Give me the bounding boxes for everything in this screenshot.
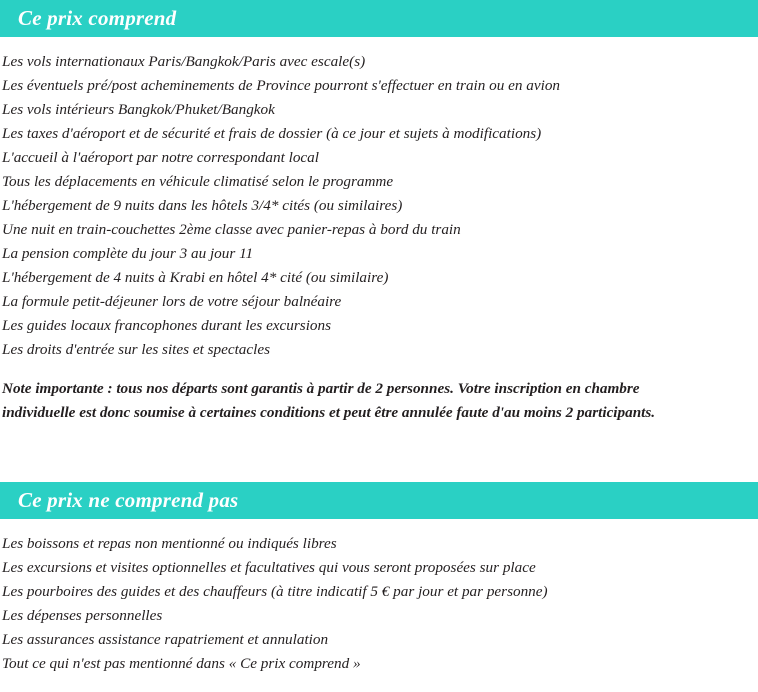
list-item: L'hébergement de 4 nuits à Krabi en hôtel 4* cité (ou similaire)	[2, 269, 389, 286]
list-item: Les vols internationaux Paris/Bangkok/Paris avec escale(s)	[2, 53, 366, 70]
list-item: Une nuit en train-couchettes 2ème classe avec panier-repas à bord du train	[2, 221, 461, 238]
included-items-list	[0, 37, 758, 362]
list-item: Les guides locaux francophones durant les excursions	[2, 317, 332, 334]
important-note: Note importante : tous nos départs sont garantis à partir de 2 personnes. Votre inscription en chambre individuelle est donc soumise à certaines conditions et peut être annulée faute d'au moins 2 participants.	[2, 380, 656, 421]
section-spacer	[0, 440, 758, 482]
list-item: Les pourboires des guides et des chauffeurs (à titre indicatif 5 € par jour et par personne)	[2, 583, 548, 601]
list-item: La formule petit-déjeuner lors de votre séjour balnéaire	[2, 293, 342, 310]
list-item: Tous les déplacements en véhicule climatisé selon le programme	[2, 173, 394, 190]
excluded-section-header	[0, 482, 758, 519]
excluded-section-title: Ce prix ne comprend pas	[18, 488, 239, 513]
included-section-header	[0, 0, 758, 37]
excluded-section	[0, 482, 758, 676]
list-item: La pension complète du jour 3 au jour 11	[2, 245, 254, 262]
list-item: Les vols intérieurs Bangkok/Phuket/Bangkok	[2, 101, 275, 118]
list-item: Les droits d'entrée sur les sites et spectacles	[2, 341, 271, 358]
list-item: Les taxes d'aéroport et de sécurité et frais de dossier (à ce jour et sujets à modifications)	[2, 125, 542, 142]
list-item: Les excursions et visites optionnelles et facultatives qui vous seront proposées sur place	[2, 559, 536, 577]
list-item: Les assurances assistance rapatriement et annulation	[2, 631, 329, 649]
list-item: Les éventuels pré/post acheminements de Province pourront s'effectuer en train ou en avion	[2, 77, 561, 94]
excluded-items-list	[0, 519, 758, 676]
included-section-title: Ce prix comprend	[18, 6, 177, 30]
list-item: Les boissons et repas non mentionné ou indiqués libres	[2, 535, 337, 553]
list-item: L'hébergement de 9 nuits dans les hôtels 3/4* cités (ou similaires)	[2, 197, 403, 214]
list-item: L'accueil à l'aéroport par notre correspondant local	[2, 149, 319, 166]
list-item: Les dépenses personnelles	[2, 607, 163, 625]
list-item: Tout ce qui n'est pas mentionné dans « Ce prix comprend »	[2, 655, 361, 673]
